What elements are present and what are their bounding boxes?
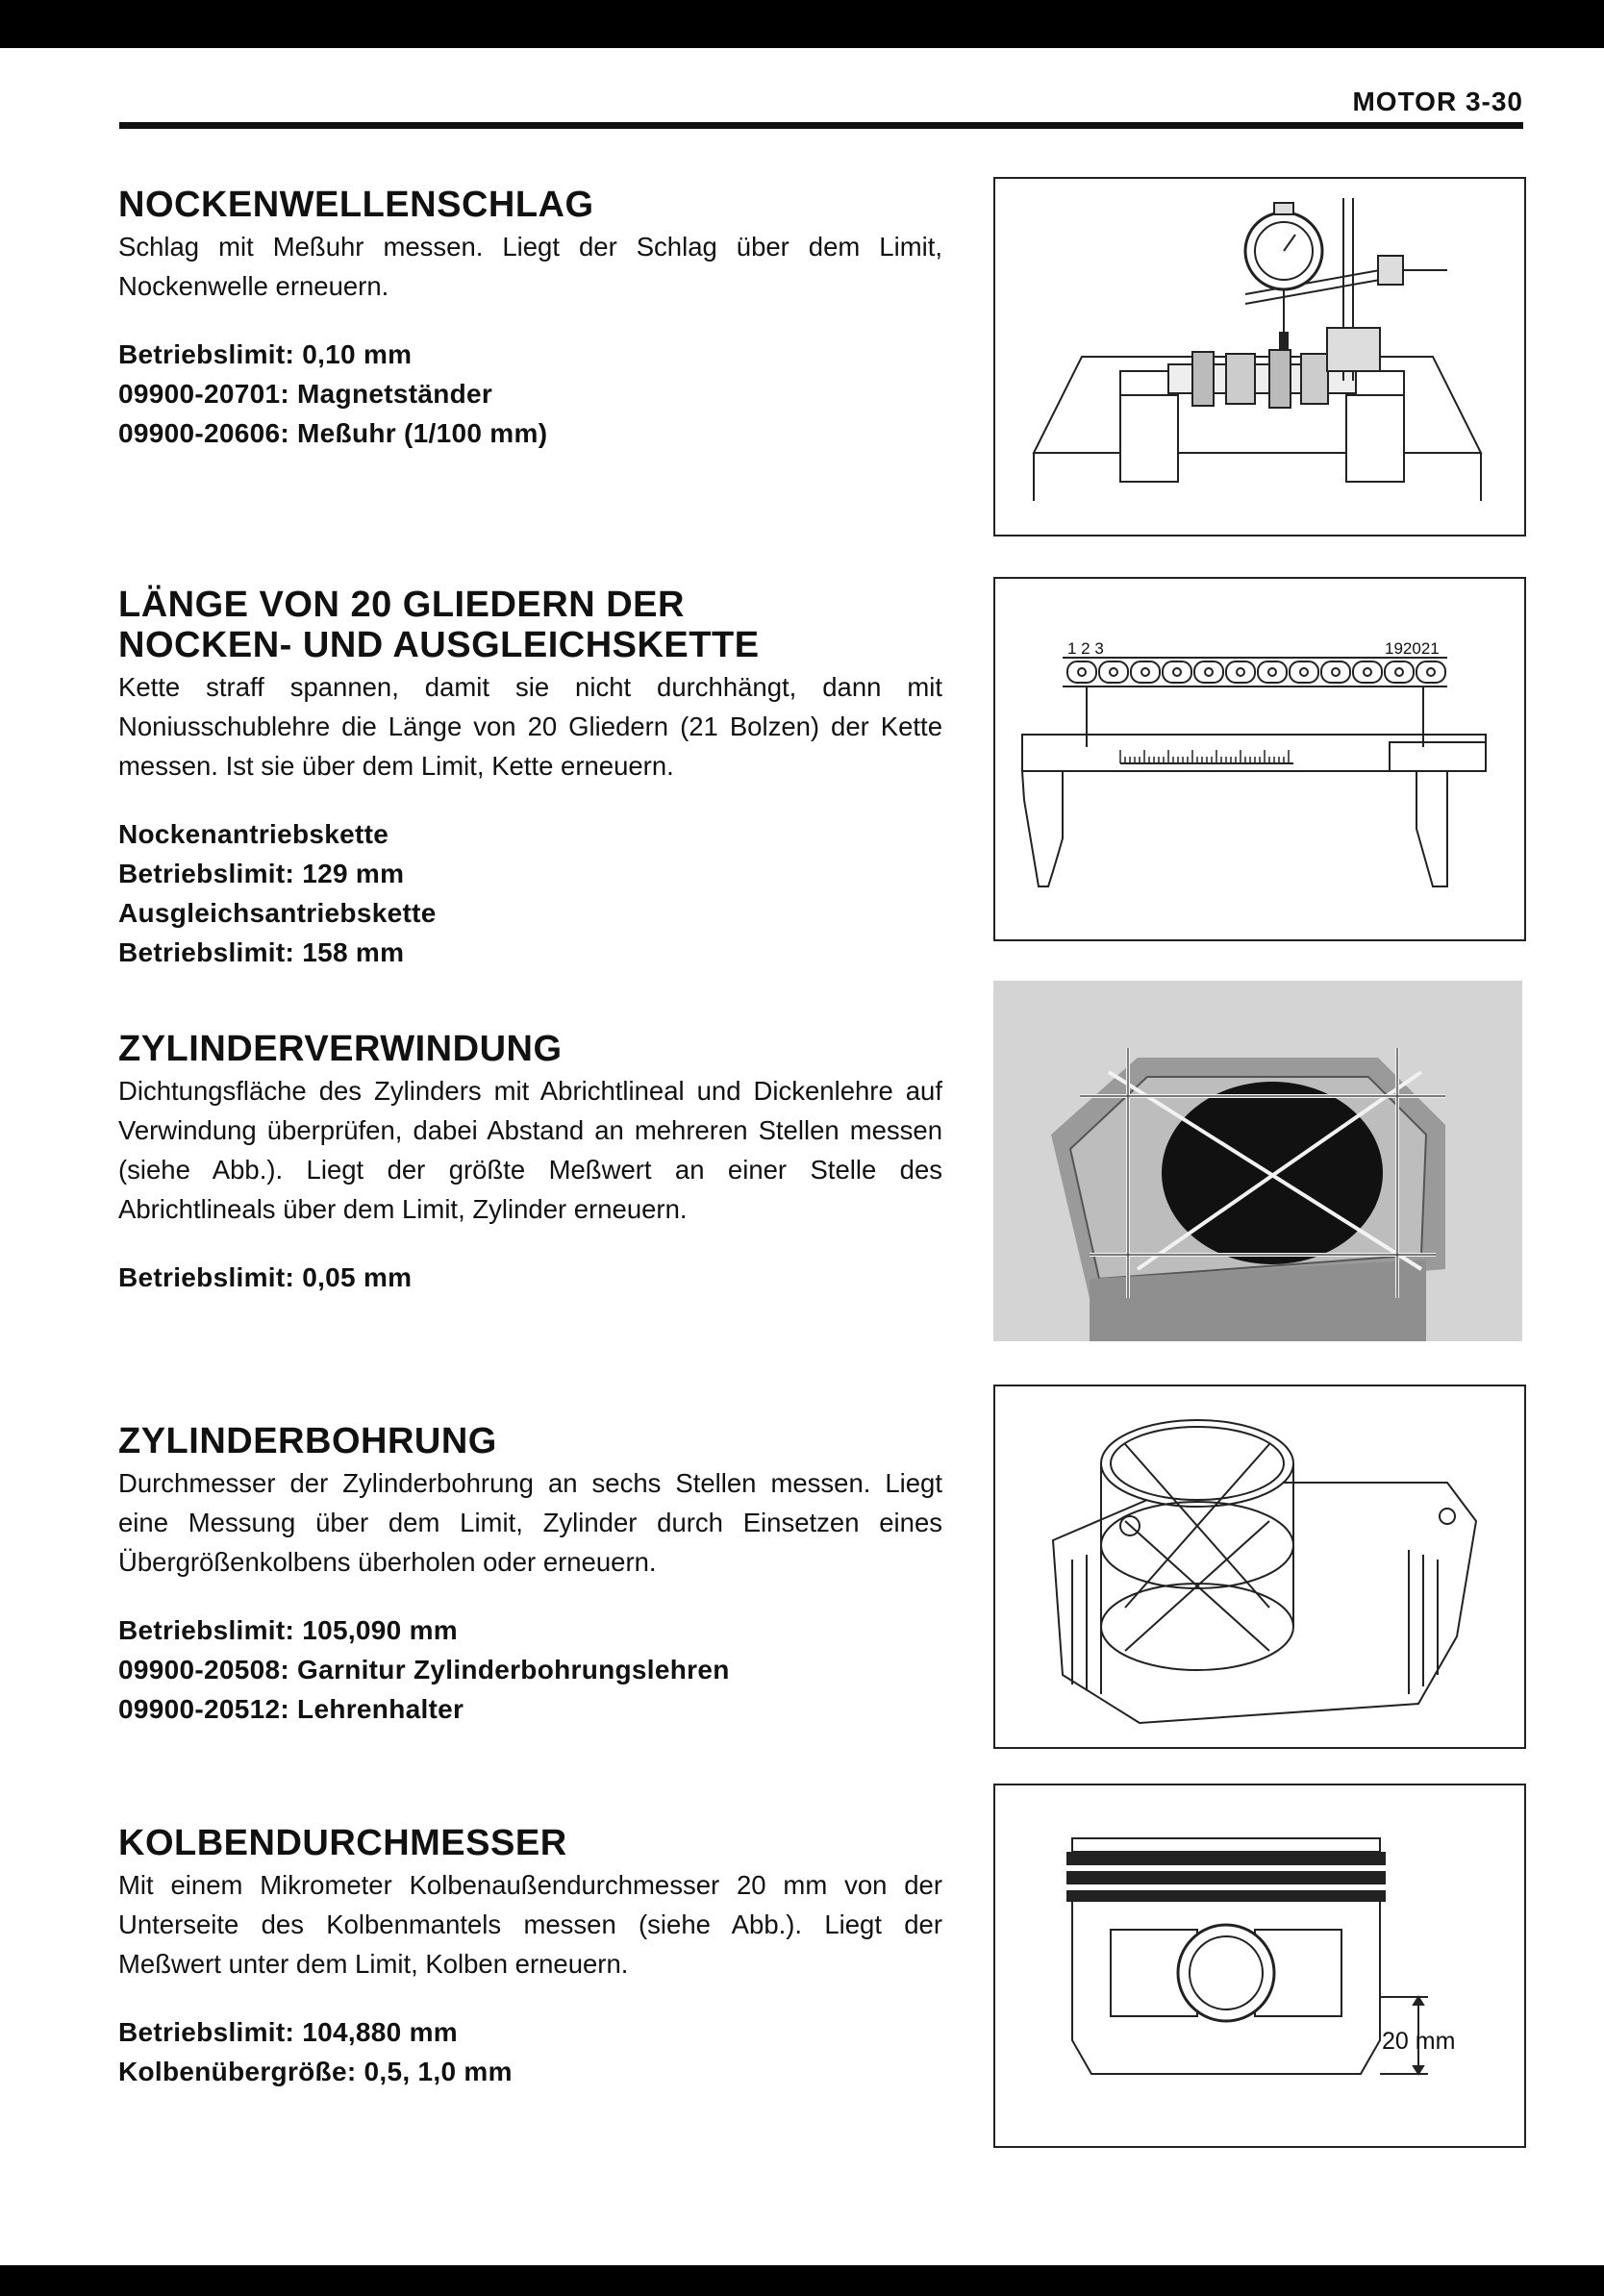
chain-label-right: 192021 [1385,639,1440,658]
manual-page [0,48,1604,2265]
header-page-number: 3-30 [1465,87,1523,116]
spec-line: Betriebslimit: 0,10 mm [118,339,413,369]
section-title-line2: NOCKEN- UND AUSGLEICHSKETTE [118,625,760,665]
spec-line: Betriebslimit: 0,05 mm [118,1262,413,1292]
cylinder-photo-illustration [993,981,1522,1341]
section-cylinder-distortion [118,1029,942,1297]
chain-link [1258,661,1287,683]
cylinder-distortion-photo [993,981,1522,1341]
chain-link [1353,661,1382,683]
spec-line: 09900-20512: Lehrenhalter [118,1694,464,1724]
spec-list [118,335,942,453]
chain-pin [1078,668,1086,676]
spec-line: Kolbenübergröße: 0,5, 1,0 mm [118,2057,513,2086]
section-body: Durchmesser der Zylinderbohrung an sechs Stellen messen. Liegt eine Messung über dem Limit, Zylinder durch Einsetzen eines Übergrößenkolbens überholen oder erneuern. [118,1468,942,1577]
chain-link [1163,661,1191,683]
chain-pin [1141,668,1149,676]
chain-pin [1364,668,1371,676]
chain-link [1131,661,1160,683]
chain-pin [1268,668,1276,676]
dial-gauge-illustration [995,179,1524,535]
section-body: Schlag mit Meßuhr messen. Liegt der Schlag über dem Limit, Nockenwelle erneuern. [118,232,942,301]
camshaft-runout-figure [993,177,1526,537]
spec-line: 09900-20508: Garnitur Zylinderbohrungslehren [118,1655,730,1685]
chain-pin [1173,668,1181,676]
section-title: KOLBENDURCHMESSER [118,1823,567,1863]
spec-line: Ausgleichsantriebskette [118,898,437,928]
chain-pin [1205,668,1213,676]
chain-links [1067,661,1445,683]
spec-list [118,2012,942,2091]
section-camshaft-runout [118,185,942,453]
chain-pin [1395,668,1403,676]
chain-caliper-figure [993,577,1526,941]
chain-pin [1110,668,1117,676]
page-header [1352,87,1523,117]
header-rule [119,122,1523,129]
section-title-line1: LÄNGE VON 20 GLIEDERN DER [118,585,685,625]
chain-link [1067,661,1096,683]
spec-line: Betriebslimit: 104,880 mm [118,2017,458,2047]
chain-pin [1427,668,1435,676]
section-title: NOCKENWELLENSCHLAG [118,185,594,225]
chain-link [1226,661,1255,683]
spec-line: 09900-20701: Magnetständer [118,379,493,409]
piston-dimension-label: 20 mm [1382,2028,1456,2055]
spec-line: Betriebslimit: 105,090 mm [118,1615,458,1645]
section-title: ZYLINDERBOHRUNG [118,1421,497,1461]
spec-list [118,1258,942,1297]
chain-link [1194,661,1223,683]
chain-link [1099,661,1128,683]
section-body: Dichtungsfläche des Zylinders mit Abrichtlineal und Dickenlehre auf Verwindung überprüfen, dabei Abstand an mehreren Stellen messen (siehe Abb.). Liegt der größte Meßwert an einer Stelle des Abrichtlineals über dem Limit, Zylinder erneuern. [118,1076,942,1224]
spec-line: Betriebslimit: 158 mm [118,937,405,967]
chain-link [1290,661,1318,683]
spec-list [118,1610,942,1729]
chain-pin [1332,668,1340,676]
section-chain-length [118,585,942,972]
caliper-illustration [995,579,1524,939]
cylinder-bore-figure [993,1385,1526,1749]
chain-link [1416,661,1445,683]
header-section-label: MOTOR [1352,87,1458,116]
spec-line: Nockenantriebskette [118,819,389,849]
section-body: Kette straff spannen, damit sie nicht durchhängt, dann mit Noniusschublehre die Länge von 20 Gliedern (21 Bolzen) der Kette messen. Ist sie über dem Limit, Kette erneuern. [118,672,942,781]
spec-list [118,814,942,972]
chain-label-left: 1 2 3 [1067,639,1104,658]
cylinder-block-illustration [995,1386,1524,1747]
piston-figure [993,1784,1526,2148]
chain-link [1385,661,1414,683]
chain-link [1321,661,1350,683]
piston-illustration [995,1785,1524,2146]
spec-line: 09900-20606: Meßuhr (1/100 mm) [118,418,548,448]
chain-pin [1237,668,1244,676]
section-title: ZYLINDERVERWINDUNG [118,1029,563,1069]
section-body: Mit einem Mikrometer Kolbenaußendurchmesser 20 mm von der Unterseite des Kolbenmantels messen (siehe Abb.). Liegt der Meßwert unter dem Limit, Kolben erneuern. [118,1870,942,1979]
chain-pin [1300,668,1308,676]
section-cylinder-bore [118,1421,942,1729]
spec-line: Betriebslimit: 129 mm [118,859,405,888]
section-piston-diameter [118,1823,942,2091]
